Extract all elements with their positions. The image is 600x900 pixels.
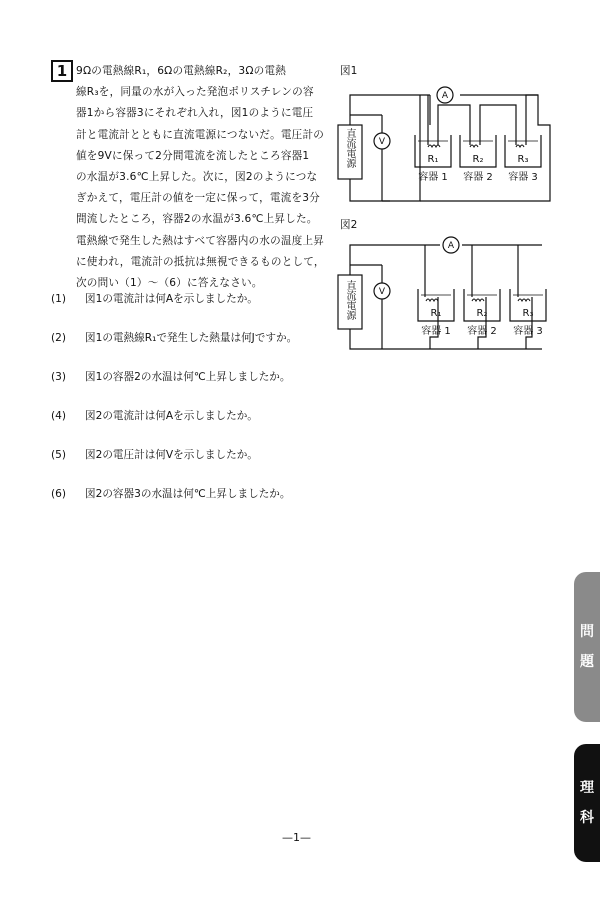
container-label: 容器 2 (467, 326, 497, 337)
ammeter-symbol: A (441, 91, 449, 101)
question-num: (5) (51, 449, 67, 461)
intro-line: に使われ，電流計の抵抗は無視できるものとして， (76, 255, 325, 268)
question-text: 図1の電熱線R₁で発生した熱量は何Jですか。 (85, 332, 298, 344)
question-text: 図1の電流計は何Aを示しましたか。 (85, 293, 258, 305)
intro-line: 9Ωの電熱線R₁，6Ωの電熱線R₂，3Ωの電熱 (76, 65, 287, 77)
resistor-label: R₃ (517, 154, 529, 165)
side-tab-char: 題 (580, 654, 594, 670)
figure1-circuit (330, 75, 560, 215)
figure1-label: 図1 (340, 65, 358, 77)
question-num: (6) (51, 488, 67, 500)
figure2-label: 図2 (340, 219, 358, 231)
ammeter-symbol: A (447, 241, 455, 251)
voltmeter-symbol: V (378, 137, 386, 147)
container-label: 容器 3 (508, 172, 538, 183)
question-num: (3) (51, 371, 67, 383)
intro-line: 次の問い（1）～（6）に答えなさい。 (76, 277, 263, 290)
question-text: 図2の容器3の水温は何℃上昇しましたか。 (85, 488, 291, 500)
question-number: 1 (51, 60, 73, 82)
question-item (51, 487, 331, 526)
question-item (51, 448, 331, 487)
container-label: 容器 1 (421, 326, 451, 337)
side-tab-mondai (574, 572, 600, 722)
resistor-label: R₁ (430, 308, 442, 319)
question-item (51, 370, 331, 409)
intro-line: 間流したところ，容器2の水温が3.6℃上昇した。 (76, 213, 318, 226)
intro-line: 計と電流計とともに直流電源につないだ。電圧計の (76, 128, 325, 141)
question-text: 図2の電流計は何Aを示しましたか。 (85, 410, 258, 422)
resistor-label: R₃ (522, 308, 534, 319)
figure2-circuit (330, 233, 560, 363)
question-text: 図1の容器2の水温は何℃上昇しましたか。 (85, 371, 291, 383)
question-text: 図2の電圧計は何Vを示しましたか。 (85, 449, 258, 461)
figure2-power-supply: 直流電源 (344, 280, 355, 320)
container-label: 容器 2 (463, 172, 493, 183)
container-label: 容器 1 (418, 172, 448, 183)
side-tab-char: 理 (580, 780, 594, 796)
question-item (51, 409, 331, 448)
side-tab-char: 問 (580, 624, 594, 640)
page-number: —1— (282, 831, 311, 844)
figure1-power-supply: 直流電源 (344, 128, 355, 168)
resistor-label: R₂ (476, 308, 488, 319)
question-item (51, 292, 331, 331)
resistor-label: R₂ (472, 154, 484, 165)
question-list (51, 292, 331, 526)
question-num: (2) (51, 332, 67, 344)
voltmeter-symbol: V (378, 287, 386, 297)
question-item (51, 331, 331, 370)
intro-line: 電熱線で発生した熱はすべて容器内の水の温度上昇 (76, 234, 325, 247)
side-tab-rika (574, 744, 600, 862)
question-num: (4) (51, 410, 67, 422)
question-num: (1) (51, 293, 67, 305)
intro-line: 器1から容器3にそれぞれ入れ，図1のように電圧 (76, 107, 314, 120)
resistor-label: R₁ (427, 154, 439, 165)
intro-line: 線R₃を，同量の水が入った発泡ポリスチレンの容 (76, 86, 314, 99)
intro-line: の水温が3.6℃上昇した。次に，図2のようにつな (76, 171, 318, 184)
container-label: 容器 3 (513, 326, 543, 337)
intro-line: ぎかえて，電圧計の値を一定に保って，電流を3分 (76, 192, 320, 205)
side-tab-char: 科 (580, 810, 594, 826)
intro-line: 値を9Vに保って2分間電流を流したところ容器1 (76, 149, 310, 162)
intro-paragraph (76, 61, 326, 294)
